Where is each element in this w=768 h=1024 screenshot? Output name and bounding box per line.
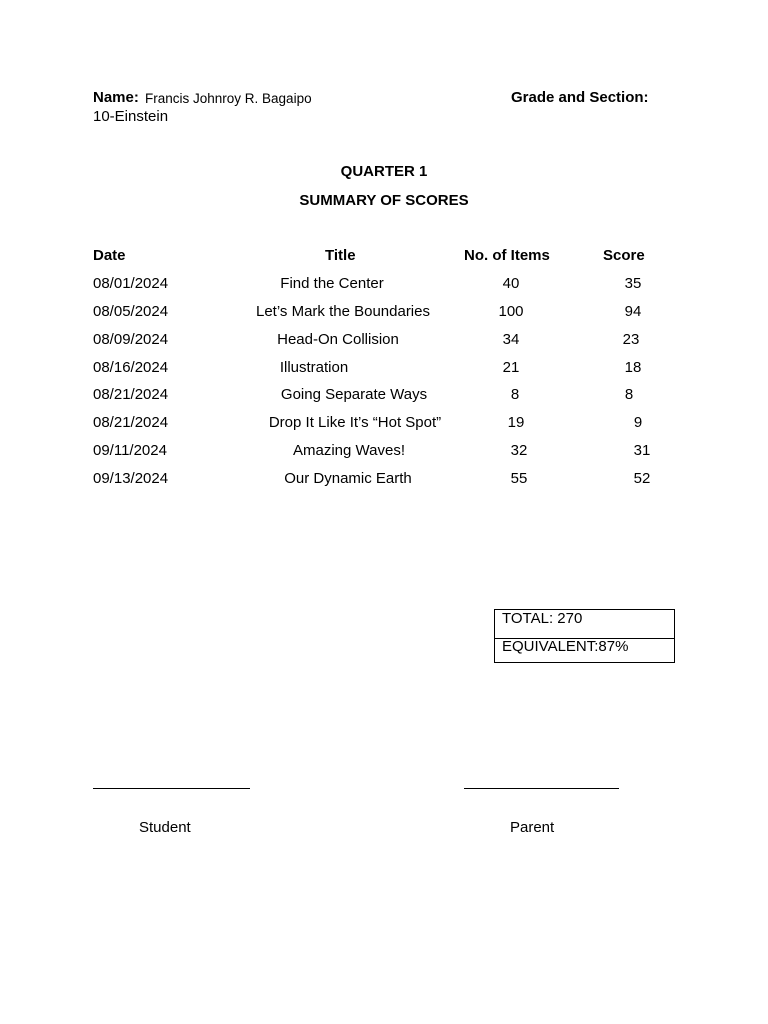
row-score: 52 <box>633 470 651 487</box>
row-title: Going Separate Ways <box>280 386 428 403</box>
row-title: Let’s Mark the Boundaries <box>256 303 430 320</box>
row-score: 18 <box>624 359 642 376</box>
quarter-title: QUARTER 1 <box>340 163 428 180</box>
summary-title: SUMMARY OF SCORES <box>299 192 469 209</box>
row-date: 08/05/2024 <box>93 303 169 320</box>
row-score: 94 <box>624 303 642 320</box>
column-header-score: Score <box>603 247 645 264</box>
row-items: 34 <box>502 331 520 348</box>
row-score: 31 <box>633 442 651 459</box>
row-date: 09/13/2024 <box>93 470 169 487</box>
table-row <box>0 386 768 406</box>
row-items: 19 <box>507 414 525 431</box>
table-row <box>0 275 768 295</box>
equivalent-row <box>495 638 674 662</box>
row-items: 8 <box>510 386 520 403</box>
totals-box <box>494 609 675 663</box>
table-row <box>0 359 768 379</box>
row-score: 23 <box>622 331 640 348</box>
row-score: 9 <box>633 414 643 431</box>
total-row <box>495 610 674 639</box>
row-items: 32 <box>510 442 528 459</box>
row-title: Head-On Collision <box>277 331 399 348</box>
row-items: 55 <box>510 470 528 487</box>
row-title: Our Dynamic Earth <box>284 470 412 487</box>
table-row <box>0 331 768 351</box>
column-header-items: No. of Items <box>464 247 550 264</box>
total-value: TOTAL: 270 <box>502 610 583 627</box>
parent-signature-line <box>464 788 619 789</box>
row-title: Amazing Waves! <box>293 442 405 459</box>
row-items: 40 <box>502 275 520 292</box>
row-date: 08/01/2024 <box>93 275 169 292</box>
grade-section-value: 10-Einstein <box>93 108 169 125</box>
student-signature-label: Student <box>139 819 191 836</box>
table-row <box>0 470 768 490</box>
row-date: 09/11/2024 <box>93 442 167 459</box>
row-score: 35 <box>624 275 642 292</box>
name-label: Name: <box>93 89 139 106</box>
row-title: Drop It Like It’s “Hot Spot” <box>268 414 442 431</box>
row-date: 08/16/2024 <box>93 359 169 376</box>
row-title: Illustration <box>279 359 349 376</box>
column-header-title: Title <box>325 247 356 264</box>
student-signature-line <box>93 788 250 789</box>
equivalent-value: EQUIVALENT:87% <box>502 638 629 655</box>
row-score: 8 <box>624 386 634 403</box>
table-row <box>0 414 768 434</box>
row-items: 21 <box>502 359 520 376</box>
row-date: 08/21/2024 <box>93 386 169 403</box>
parent-signature-label: Parent <box>510 819 555 836</box>
name-value: Francis Johnroy R. Bagaipo <box>145 91 312 106</box>
row-items: 100 <box>498 303 524 320</box>
grade-section-label: Grade and Section: <box>511 89 649 106</box>
row-date: 08/09/2024 <box>93 331 169 348</box>
table-row <box>0 442 768 462</box>
row-date: 08/21/2024 <box>93 414 169 431</box>
column-header-date: Date <box>93 247 126 264</box>
table-row <box>0 303 768 323</box>
row-title: Find the Center <box>280 275 384 292</box>
